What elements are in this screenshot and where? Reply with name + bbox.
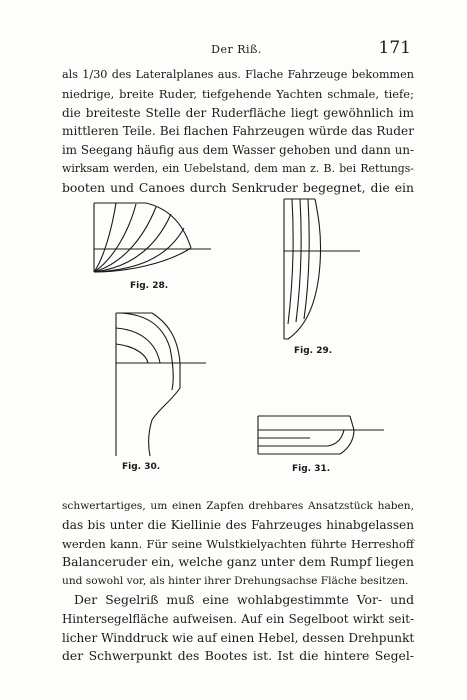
figure-caption: Fig. 29.: [294, 346, 333, 356]
text-line: niedrige, breite Ruder, tiefgehende Yachten schmale, tiefe;: [62, 86, 414, 101]
page-header: [62, 38, 411, 58]
text-line: Der Segelriß muß eine wohlabgestimmte Vor- und: [74, 591, 414, 607]
text-line: werden kann. Für seine Wulstkielyachten führte Herreshoff: [62, 536, 414, 551]
figure-30: [112, 308, 224, 472]
text-line: booten und Canoes durch Senkruder begegnet, die ein: [62, 179, 414, 195]
rudder-lines-drawing: [250, 408, 390, 463]
page-number: 171: [378, 38, 411, 58]
paragraph-bottom: [62, 497, 414, 666]
text-line: die breiteste Stelle der Ruderfläche liegt gewöhnlich im: [62, 105, 414, 120]
rudder-lines-drawing: [112, 308, 224, 458]
text-line: wirksam werden, ein Uebelstand, dem man z. B. bei Rettungs-: [62, 161, 414, 175]
figure-28: [86, 198, 218, 291]
text-line: als 1/30 des Lateralplanes aus. Flache Fahrzeuge bekommen: [62, 68, 414, 81]
text-line: und sowohl vor, als hinter ihrer Drehungsachse Fläche besitzen.: [62, 575, 409, 588]
paragraph-top: [62, 66, 414, 198]
figure-caption: Fig. 30.: [122, 462, 161, 472]
text-line: das bis unter die Kiellinie des Fahrzeuges hinabgelassen: [62, 517, 414, 532]
text-line: licher Winddruck wie auf einen Hebel, dessen Drehpunkt: [62, 630, 415, 645]
figure-caption: Fig. 28.: [130, 281, 169, 291]
text-line: im Seegang häufig aus dem Wasser gehoben und dann un-: [62, 143, 414, 158]
text-line: Balanceruder ein, welche ganz unter dem Rumpf liegen: [62, 554, 414, 570]
rudder-lines-drawing: [86, 198, 218, 278]
text-line: der Schwerpunkt des Bootes ist. Ist die hintere Segel-: [62, 648, 414, 664]
text-line: mittleren Teile. Bei flachen Fahrzeugen würde das Ruder: [62, 124, 414, 139]
figure-caption: Fig. 31.: [292, 464, 331, 474]
text-line: Hintersegelfläche aufweisen. Auf ein Segelboot wirkt seit-: [62, 611, 414, 626]
rudder-lines-drawing: [270, 194, 365, 344]
figure-29: [270, 194, 365, 356]
text-line: schwertartiges, um einen Zapfen drehbares Ansatzstück haben,: [62, 500, 414, 512]
running-head: Der Riß.: [211, 43, 262, 56]
figure-31: [250, 408, 390, 474]
